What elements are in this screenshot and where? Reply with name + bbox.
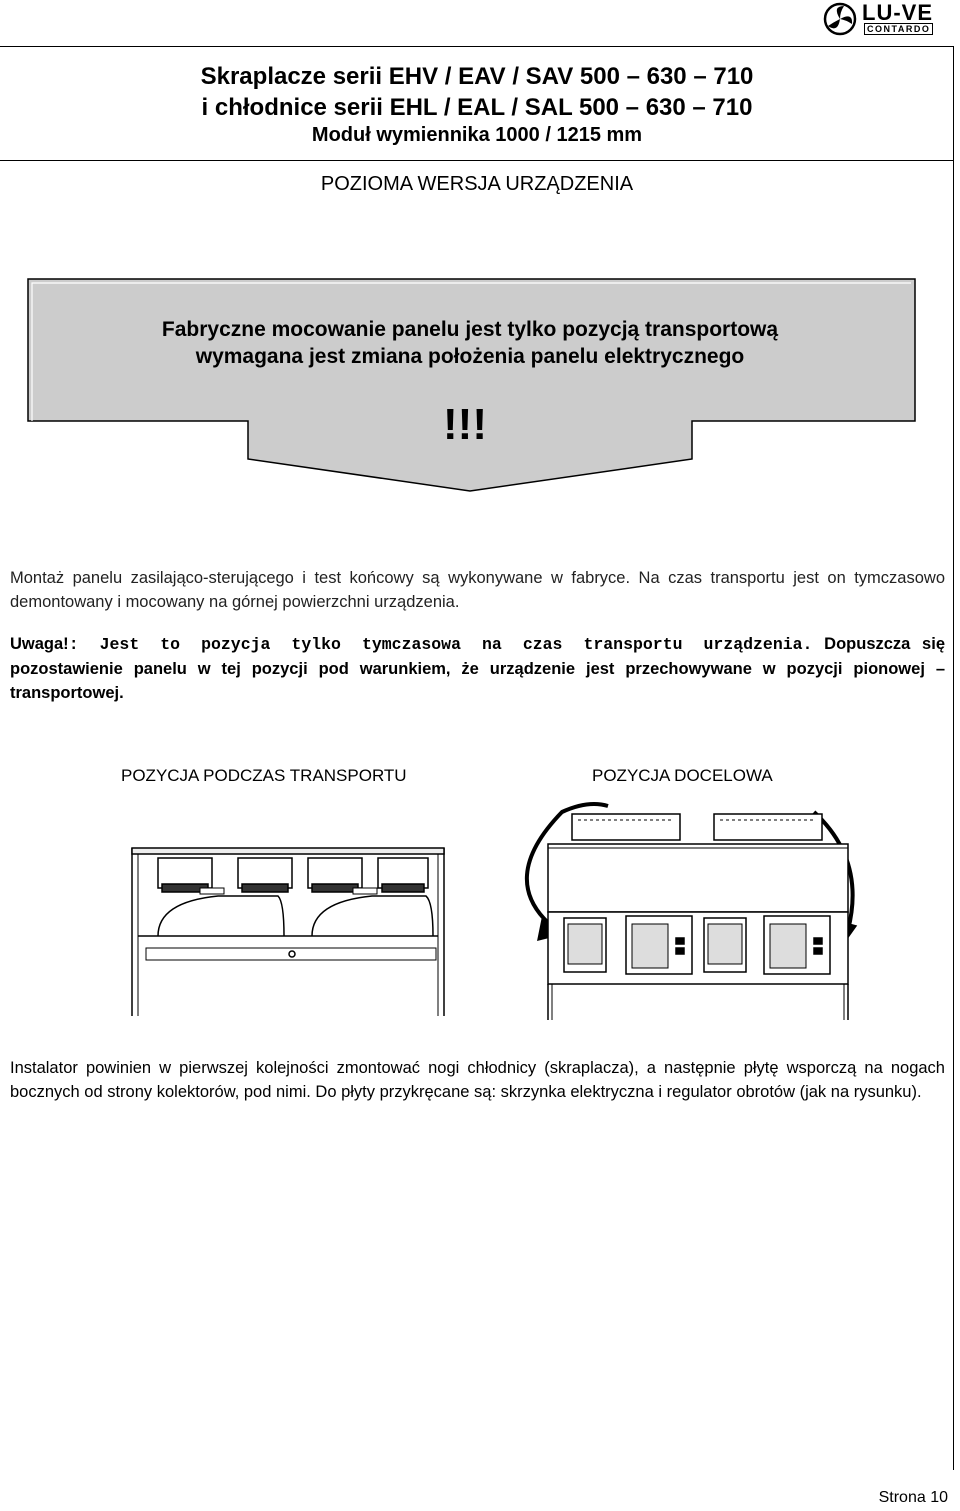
page-number: Strona 10 (878, 1489, 948, 1506)
warning-line-1: Fabryczne mocowanie panelu jest tylko pozycją transportową (161, 318, 779, 341)
company-logo (822, 2, 946, 36)
paragraph-installation: Instalator powinien w pierwszej kolejności zmontować nogi chłodnicy (skraplacza), a następnie płytę wsporczą na nogach bocznych od strony kolektorów, pod nimi. Do płyty przykręcane są: skrzynka elektryczna i regulator obrotów (jak na rysunku). (10, 1059, 945, 1101)
header-divider (0, 160, 954, 161)
fan-logo-icon (822, 2, 862, 36)
transport-position-drawing (128, 844, 454, 1020)
section-title: POZIOMA WERSJA URZĄDZENIA (320, 173, 634, 195)
page-frame (0, 46, 954, 1470)
paragraph-warning (10, 632, 945, 705)
logo-brand: LU-VE (862, 0, 933, 25)
warning-arrow-banner (20, 275, 920, 495)
logo-subtitle: CONTARDO (864, 23, 933, 35)
title-line-2: i chłodnice serii EHL / EAL / SAL 500 – 630 – 710 (201, 94, 753, 121)
warning-line-2: wymagana jest zmiana położenia panelu elektrycznego (195, 345, 745, 368)
paragraph-intro: Montaż panelu zasilająco-sterującego i test końcowy są wykonywane w fabryce. Na czas transportu jest on tymczasowo demontowany i mocowany na górnej powierzchni urządzenia. (10, 569, 945, 611)
warning-mono-text: : Jest to pozycja tylko tymczasowa na czas transportu urządzenia. (68, 635, 813, 654)
title-line-3: Moduł wymiennika 1000 / 1215 mm (311, 124, 643, 146)
warning-exclamation: !!! (443, 400, 487, 449)
warning-lead: Uwaga! (10, 635, 69, 653)
title-line-1: Skraplacze serii EHV / EAV / SAV 500 – 630 – 710 (200, 63, 754, 90)
label-final-position: POZYCJA DOCELOWA (592, 766, 773, 785)
warning-rest-text: Dopuszcza się pozostawienie panelu w tej pozycji pod warunkiem, że urządzenie jest przechowywane w pozycji pionowej – transportowej. (10, 635, 945, 702)
final-position-drawing (496, 800, 866, 1022)
label-transport-position: POZYCJA PODCZAS TRANSPORTU (121, 766, 407, 785)
